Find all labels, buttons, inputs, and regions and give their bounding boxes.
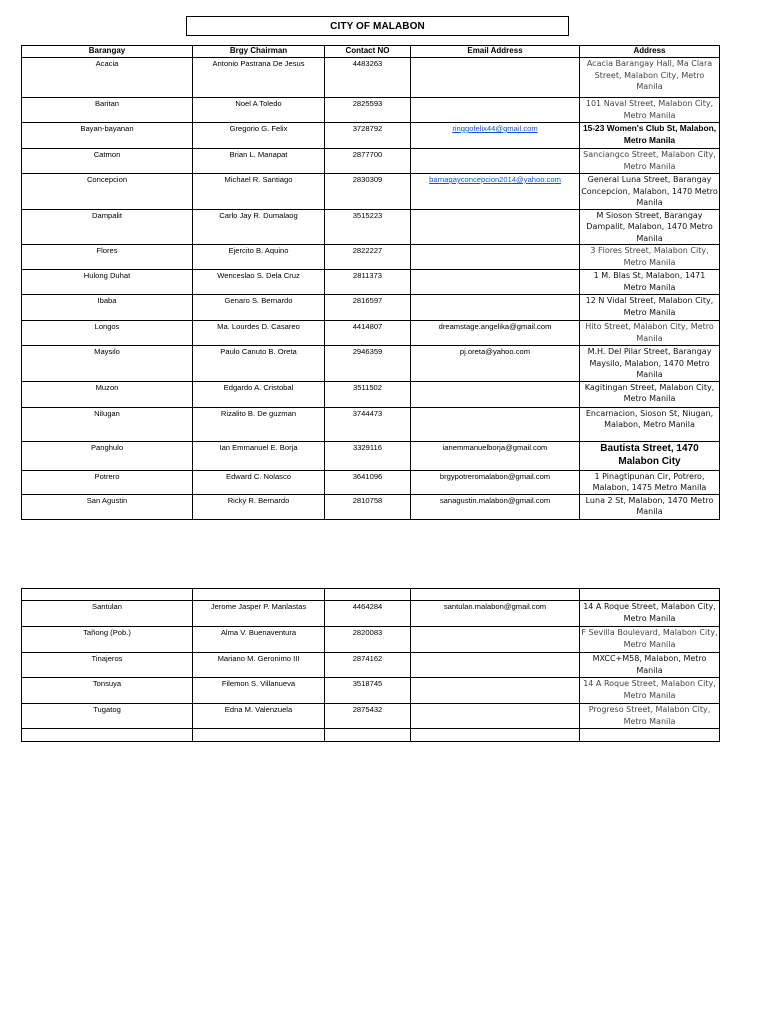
table-row — [22, 678, 720, 704]
chairman-cell: Ma. Lourdes D. Casareo — [193, 321, 325, 346]
email-cell: ianemmanuelborja@gmail.com — [411, 441, 580, 470]
table-header-row — [22, 46, 720, 58]
contact-cell: 2875432 — [325, 704, 411, 729]
header-chairman: Brgy Chairman — [193, 46, 325, 58]
address-cell: F Sevilla Boulevard, Malabon City, Metro Manila — [580, 627, 720, 653]
table-row — [22, 704, 720, 729]
empty-cell — [193, 589, 325, 601]
contact-cell: 2820083 — [325, 627, 411, 653]
barangay-cell: Concepcion — [22, 174, 193, 210]
table-row — [22, 149, 720, 174]
email-cell — [411, 704, 580, 729]
table-row — [22, 98, 720, 123]
barangay-cell: Tinajeros — [22, 653, 193, 678]
header-address: Address — [580, 46, 720, 58]
contact-cell: 3511502 — [325, 381, 411, 407]
address-cell: 14 A Roque Street, Malabon City, Metro Manila — [580, 678, 720, 704]
chairman-cell: Antonio Pastrana De Jesus — [193, 58, 325, 98]
barangay-cell: Panghulo — [22, 441, 193, 470]
chairman-cell: Jerome Jasper P. Manlastas — [193, 601, 325, 627]
email-cell: sanagustin.malabon@gmail.com — [411, 494, 580, 519]
email-link[interactable]: barnagayconcepcion2014@yahoo.com — [429, 175, 561, 184]
email-cell — [411, 653, 580, 678]
barangay-cell: Potrero — [22, 470, 193, 494]
table-row — [22, 470, 720, 494]
address-cell: General Luna Street, Barangay Concepcion, Malabon, 1470 Metro Manila — [581, 175, 718, 207]
address-cell: 1 Pinagtipunan Cir, Potrero, Malabon, 1475 Metro Manila — [580, 470, 720, 494]
chairman-cell: Ricky R. Bernardo — [193, 494, 325, 519]
email-cell: pj.oreta@yahoo.com — [411, 346, 580, 382]
document-title: CITY OF MALABON — [186, 16, 569, 36]
table-row — [22, 270, 720, 295]
barangay-cell: Santulan — [22, 601, 193, 627]
address-cell: Acacia Barangay Hall, Ma Clara Street, Malabon City, Metro Manila — [580, 58, 720, 98]
barangay-cell: Hulong Duhat — [22, 270, 193, 295]
email-cell — [411, 407, 580, 441]
table-row — [22, 601, 720, 627]
chairman-cell: Paulo Canuto B. Oreta — [193, 346, 325, 382]
table-row — [22, 381, 720, 407]
barangay-cell: Catmon — [22, 149, 193, 174]
contact-cell: 4414807 — [325, 321, 411, 346]
address-cell: 12 N Vidal Street, Malabon City, Metro Manila — [580, 295, 720, 321]
email-cell — [411, 98, 580, 123]
chairman-cell: Michael R. Santiago — [193, 174, 325, 210]
contact-cell: 2810758 — [325, 494, 411, 519]
address-cell: M.H. Del Pilar Street, Barangay Maysilo, Malabon, 1470 Metro Manila — [580, 346, 720, 382]
contact-cell: 2822227 — [325, 245, 411, 270]
contact-cell: 2816597 — [325, 295, 411, 321]
barangay-cell: Bayan-bayanan — [22, 123, 193, 149]
address-cell: Bautista Street, 1470 Malabon City — [580, 441, 720, 470]
contact-cell: 4464284 — [325, 601, 411, 627]
chairman-cell: Alma V. Buenaventura — [193, 627, 325, 653]
email-cell: brgypotreromalabon@gmail.com — [411, 470, 580, 494]
empty-cell — [411, 729, 580, 742]
contact-cell: 2830309 — [325, 174, 411, 210]
barangay-cell: Muzon — [22, 381, 193, 407]
chairman-cell: Noel A Toledo — [193, 98, 325, 123]
chairman-cell: Rizalito B. De guzman — [193, 407, 325, 441]
contact-cell: 2874162 — [325, 653, 411, 678]
email-cell — [411, 627, 580, 653]
header-email: Email Address — [411, 46, 580, 58]
barangay-cell: Maysilo — [22, 346, 193, 382]
email-cell — [411, 209, 580, 245]
contact-cell: 3515223 — [325, 209, 411, 245]
chairman-cell: Carlo Jay R. Dumalaog — [193, 209, 325, 245]
chairman-cell: Edgardo A. Cristobal — [193, 381, 325, 407]
email-cell — [411, 678, 580, 704]
email-cell — [411, 58, 580, 98]
barangay-cell: Flores — [22, 245, 193, 270]
table-row — [22, 245, 720, 270]
barangay-cell: Tonsuya — [22, 678, 193, 704]
header-barangay: Barangay — [22, 46, 193, 58]
address-cell: 101 Naval Street, Malabon City, Metro Manila — [580, 98, 720, 123]
empty-cell — [22, 589, 193, 601]
email-cell — [411, 174, 580, 210]
contact-cell: 3641096 — [325, 470, 411, 494]
table-row — [22, 123, 720, 149]
address-cell: M Sioson Street, Barangay Dampalit, Malabon, 1470 Metro Manila — [580, 209, 720, 245]
empty-cell — [580, 729, 720, 742]
empty-cell — [325, 589, 411, 601]
barangay-cell: Acacia — [22, 58, 193, 98]
contact-cell: 3728792 — [325, 123, 411, 149]
address-cell: 1 M. Blas St, Malabon, 1471 Metro Manila — [580, 270, 720, 295]
barangay-cell: Tañong (Pob.) — [22, 627, 193, 653]
barangay-cell: San Agustin — [22, 494, 193, 519]
address-cell: 14 A Roque Street, Malabon City, Metro Manila — [580, 601, 720, 627]
empty-row — [22, 589, 720, 601]
table-row — [22, 407, 720, 441]
barangay-cell: Nilugan — [22, 407, 193, 441]
chairman-cell: Edward C. Nolasco — [193, 470, 325, 494]
email-cell — [411, 295, 580, 321]
barangay-cell: Baritan — [22, 98, 193, 123]
barangay-cell: Dampalit — [22, 209, 193, 245]
chairman-cell: Edna M. Valenzuela — [193, 704, 325, 729]
empty-row — [22, 729, 720, 742]
address-cell: MXCC+M58, Malabon, Metro Manila — [580, 653, 720, 678]
contact-cell: 2877700 — [325, 149, 411, 174]
table-row — [22, 441, 720, 470]
chairman-cell: Genaro S. Bernardo — [193, 295, 325, 321]
table-row — [22, 653, 720, 678]
contact-cell: 4483263 — [325, 58, 411, 98]
contact-cell: 3518745 — [325, 678, 411, 704]
email-cell: dreamstage.angelika@gmail.com — [411, 321, 580, 346]
table-row — [22, 494, 720, 519]
chairman-cell: Ian Emmanuel E. Borja — [193, 441, 325, 470]
address-cell: Progreso Street, Malabon City, Metro Manila — [580, 704, 720, 729]
address-cell: 3 Flores Street, Malabon City, Metro Manila — [580, 245, 720, 270]
header-contact: Contact NO — [325, 46, 411, 58]
address-cell: Encarnacion, Sioson St, Niugan, Malabon, Metro Manila — [580, 407, 720, 441]
table-row — [22, 174, 720, 210]
barangay-cell: Tugatog — [22, 704, 193, 729]
address-cell: Sanciangco Street, Malabon City, Metro Manila — [580, 149, 720, 174]
empty-cell — [411, 589, 580, 601]
email-cell — [411, 270, 580, 295]
chairman-cell: Filemon S. Villanueva — [193, 678, 325, 704]
email-cell — [411, 123, 580, 149]
address-cell: 15-23 Women's Club St, Malabon, Metro Manila — [580, 123, 720, 149]
table-row — [22, 321, 720, 346]
table-row — [22, 58, 720, 98]
contact-cell: 2946359 — [325, 346, 411, 382]
email-cell — [411, 245, 580, 270]
barangay-table-continued — [21, 588, 720, 742]
table-row — [22, 295, 720, 321]
empty-cell — [22, 729, 193, 742]
chairman-cell: Gregorio G. Felix — [193, 123, 325, 149]
barangay-cell: Longos — [22, 321, 193, 346]
contact-cell: 3744473 — [325, 407, 411, 441]
email-link[interactable]: ringgofelix44@gmail.com — [452, 124, 538, 133]
chairman-cell: Mariano M. Geronimo III — [193, 653, 325, 678]
table-row — [22, 346, 720, 382]
table-row — [22, 627, 720, 653]
address-cell: Kagitingan Street, Malabon City, Metro Manila — [580, 381, 720, 407]
chairman-cell: Brian L. Manapat — [193, 149, 325, 174]
chairman-cell: Ejercito B. Aquino — [193, 245, 325, 270]
barangay-table — [21, 45, 720, 520]
address-cell: Hito Street, Malabon City, Metro Manila — [580, 321, 720, 346]
email-cell: santulan.malabon@gmail.com — [411, 601, 580, 627]
empty-cell — [580, 589, 720, 601]
empty-cell — [193, 729, 325, 742]
chairman-cell: Wenceslao S. Dela Cruz — [193, 270, 325, 295]
contact-cell: 2825593 — [325, 98, 411, 123]
contact-cell: 2811373 — [325, 270, 411, 295]
email-cell — [411, 381, 580, 407]
contact-cell: 3329116 — [325, 441, 411, 470]
email-cell — [411, 149, 580, 174]
empty-cell — [325, 729, 411, 742]
barangay-cell: Ibaba — [22, 295, 193, 321]
table-row — [22, 209, 720, 245]
address-cell: Luna 2 St, Malabon, 1470 Metro Manila — [580, 494, 720, 519]
